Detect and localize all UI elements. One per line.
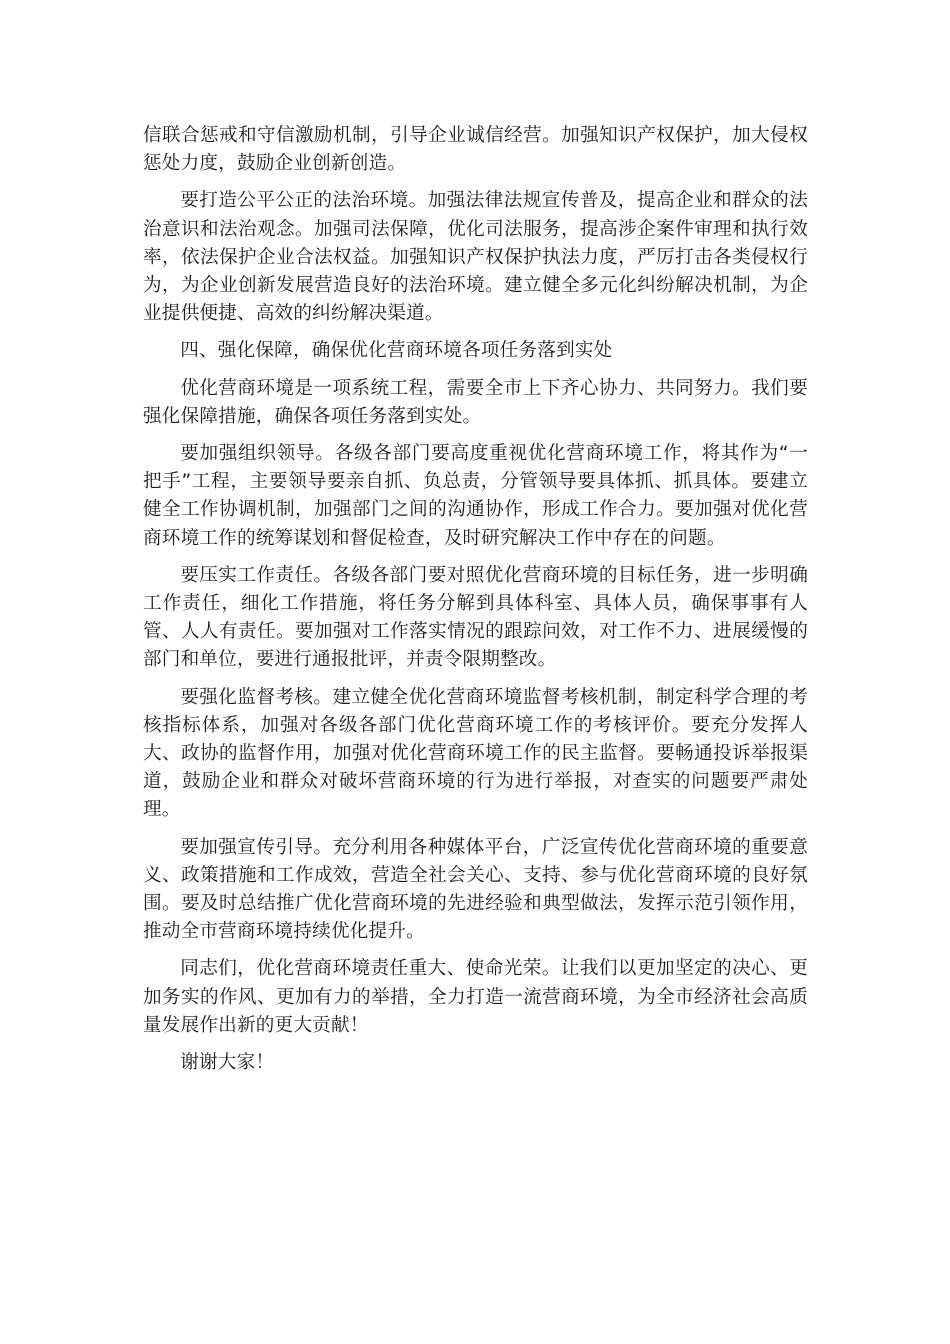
paragraph-thanks: 谢谢大家！: [180, 1052, 275, 1074]
paragraph-rule-of-law: 要打造公平公正的法治环境。加强法律法规宣传普及，提高企业和群众的法治意识和法治观念。加强司法保障，优化司法服务，提高涉企案件审理和执行效率，依法保护企业合法权益。加强知识产权保护执法力度，严厉打击各类侵权行为，为企业创新发展营造良好的法治环境。建立健全多元化纠纷解决机制，为企业提供便捷、高效的纠纷解决渠道。: [143, 190, 808, 325]
paragraph-publicity: 要加强宣传引导。充分利用各种媒体平台，广泛宣传优化营商环境的重要意义、政策措施和工作成效，营造全社会关心、支持、参与优化营商环境的良好氛围。要及时总结推广优化营商环境的先进经验和典型做法，发挥示范引领作用，推动全市营商环境持续优化提升。: [143, 836, 808, 943]
paragraph-responsibility: 要压实工作责任。各级各部门要对照优化营商环境的目标任务，进一步明确工作责任，细化工作措施，将任务分解到具体科室、具体人员，确保事事有人管、人人有责任。要加强对工作落实情况的跟踪问效，对工作不力、进展缓慢的部门和单位，要进行通报批评，并责令限期整改。: [143, 564, 808, 671]
document-page: [143, 122, 808, 1086]
paragraph-intro-guarantee: 优化营商环境是一项系统工程，需要全市上下齐心协力、共同努力。我们要强化保障措施，确保各项任务落到实处。: [143, 377, 808, 427]
paragraph-supervision: 要强化监督考核。建立健全优化营商环境监督考核机制，制定科学合理的考核指标体系，加强对各级各部门优化营商环境工作的考核评价。要充分发挥人大、政协的监督作用，加强对优化营商环境工作的民主监督。要畅通投诉举报渠道，鼓励企业和群众对破坏营商环境的行为进行举报，对查实的问题要严肃处理。: [143, 686, 808, 821]
section-heading-four: 四、强化保障，确保优化营商环境各项任务落到实处: [180, 340, 613, 362]
paragraph-continued: 信联合惩戒和守信激励机制，引导企业诚信经营。加强知识产权保护，加大侵权惩处力度，鼓励企业创新创造。: [143, 125, 808, 175]
paragraph-conclusion: 同志们，优化营商环境责任重大、使命光荣。让我们以更加坚定的决心、更加务实的作风、更加有力的举措，全力打造一流营商环境，为全市经济社会高质量发展作出新的更大贡献！: [143, 958, 808, 1036]
paragraph-leadership: 要加强组织领导。各级各部门要高度重视优化营商环境工作，将其作为“一把手”工程，主要领导要亲自抓、负总责，分管领导要具体抓、抓具体。要建立健全工作协调机制，加强部门之间的沟通协作，形成工作合力。要加强对优化营商环境工作的统筹谋划和督促检查，及时研究解决工作中存在的问题。: [143, 443, 808, 549]
